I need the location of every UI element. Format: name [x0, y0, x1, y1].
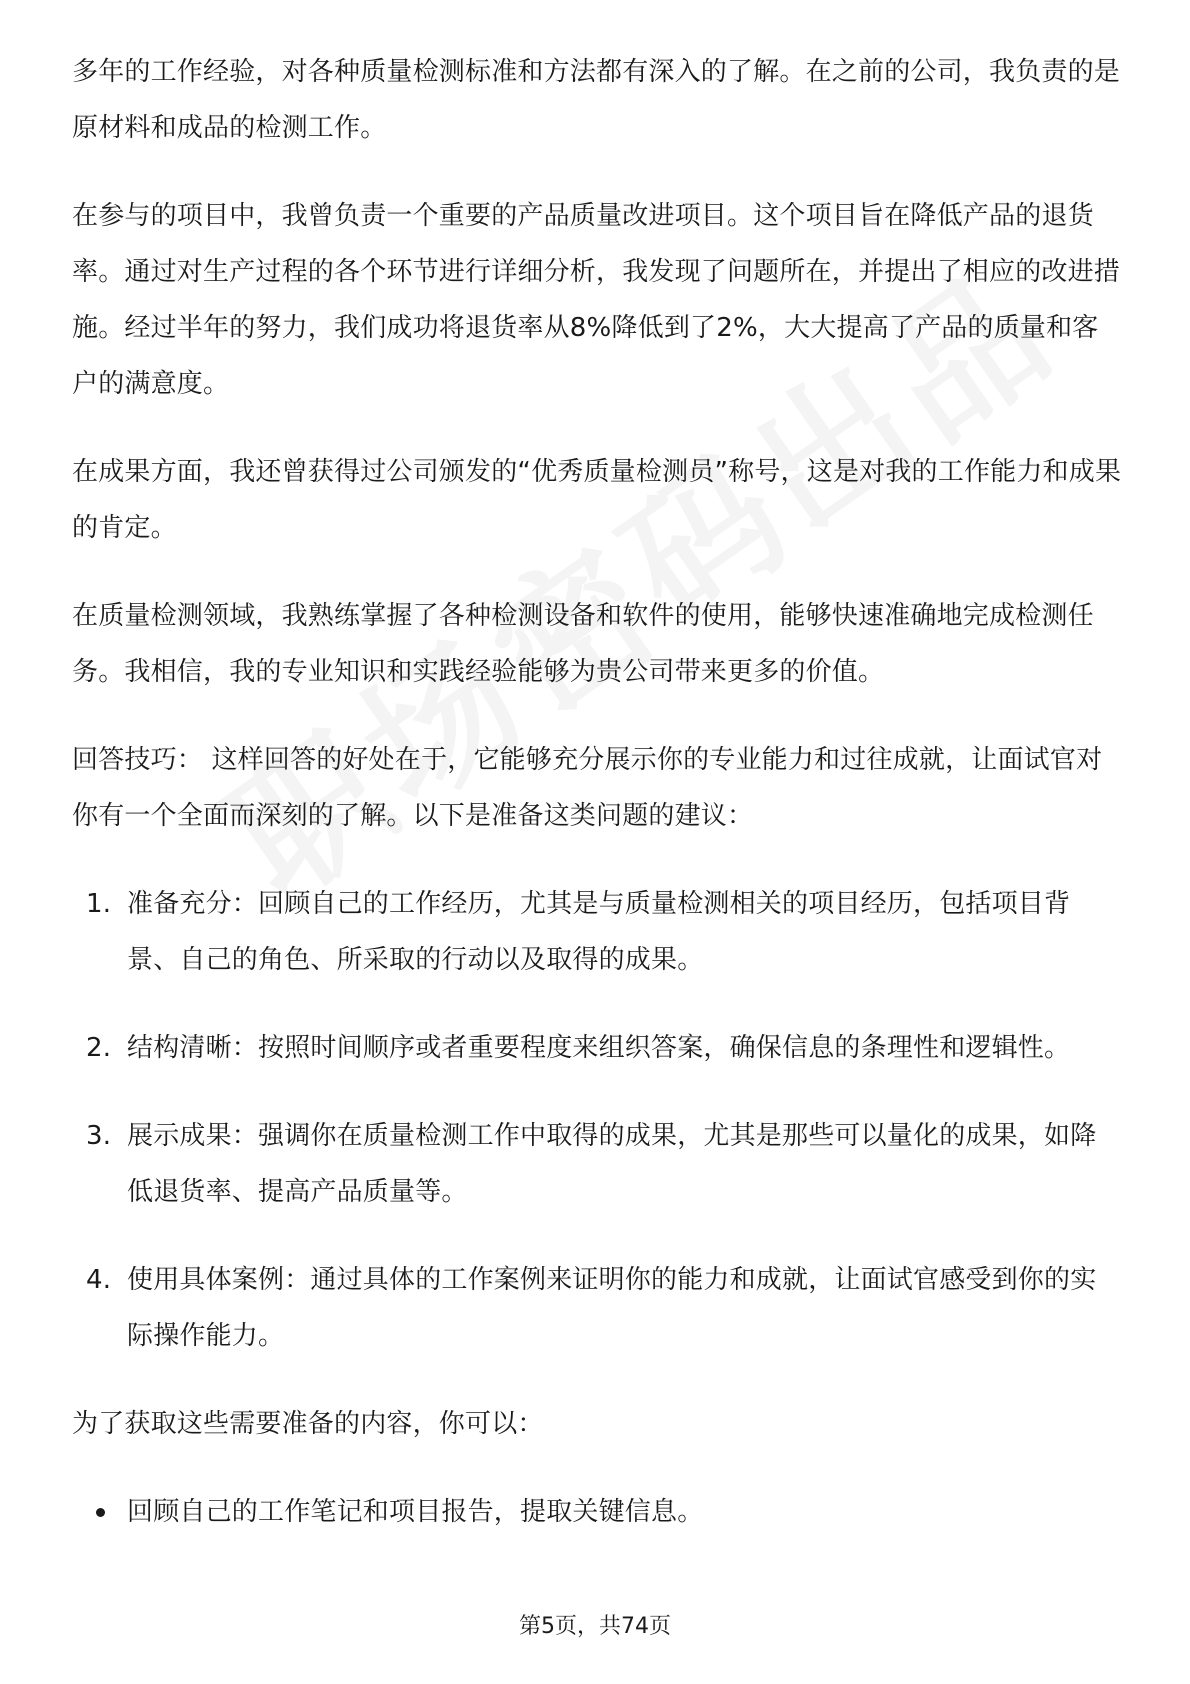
list-item: [72, 1108, 1122, 1220]
list-item: [72, 876, 1122, 988]
answer-tips-paragraph: 回答技巧： 这样回答的好处在于，它能够充分展示你的专业能力和过往成就，让面试官对你有一个全面而深刻的了解。以下是准备这类问题的建议：: [72, 745, 1103, 831]
list-item: [72, 1020, 1122, 1076]
list-item-number: 3.: [86, 1121, 112, 1151]
list-item-text: 结构清晰：按照时间顺序或者重要程度来组织答案，确保信息的条理性和逻辑性。: [127, 1033, 1071, 1063]
paragraph: 在成果方面，我还曾获得过公司颁发的“优秀质量检测员”称号，这是对我的工作能力和成果的肯定。: [72, 457, 1122, 543]
list-item: [72, 1252, 1122, 1364]
list-item-text: 使用具体案例：通过具体的工作案例来证明你的能力和成就，让面试官感受到你的实际操作能力。: [127, 1265, 1097, 1351]
paragraph: 多年的工作经验，对各种质量检测标准和方法都有深入的了解。在之前的公司，我负责的是原材料和成品的检测工作。: [72, 57, 1121, 143]
paragraph: 在质量检测领域，我熟练掌握了各种检测设备和软件的使用，能够快速准确地完成检测任务。我相信，我的专业知识和实践经验能够为贵公司带来更多的价值。: [72, 601, 1094, 687]
list-item-text: 准备充分：回顾自己的工作经历，尤其是与质量检测相关的项目经历，包括项目背景、自己的角色、所采取的行动以及取得的成果。: [127, 889, 1071, 975]
closing-paragraph: 为了获取这些需要准备的内容，你可以：: [72, 1409, 544, 1439]
bullet-dot-icon: [96, 1508, 105, 1517]
list-item-number: 1.: [86, 889, 112, 919]
list-item-number: 4.: [86, 1265, 112, 1295]
page-footer: 第5页，共74页: [519, 1614, 671, 1639]
bullet-item: [72, 1484, 1122, 1540]
bullet-item-text: 回顾自己的工作笔记和项目报告，提取关键信息。: [127, 1497, 704, 1527]
list-item-number: 2.: [86, 1033, 112, 1063]
paragraph: 在参与的项目中，我曾负责一个重要的产品质量改进项目。这个项目旨在降低产品的退货率。通过对生产过程的各个环节进行详细分析，我发现了问题所在，并提出了相应的改进措施。经过半年的努力，我们成功将退货率从8%降低到了2%，大大提高了产品的质量和客户的满意度。: [72, 201, 1121, 399]
list-item-text: 展示成果：强调你在质量检测工作中取得的成果，尤其是那些可以量化的成果，如降低退货率、提高产品质量等。: [127, 1121, 1097, 1207]
numbered-list: [72, 876, 1122, 1364]
bullet-list: [72, 1484, 1122, 1540]
document-body: [72, 44, 1122, 1540]
